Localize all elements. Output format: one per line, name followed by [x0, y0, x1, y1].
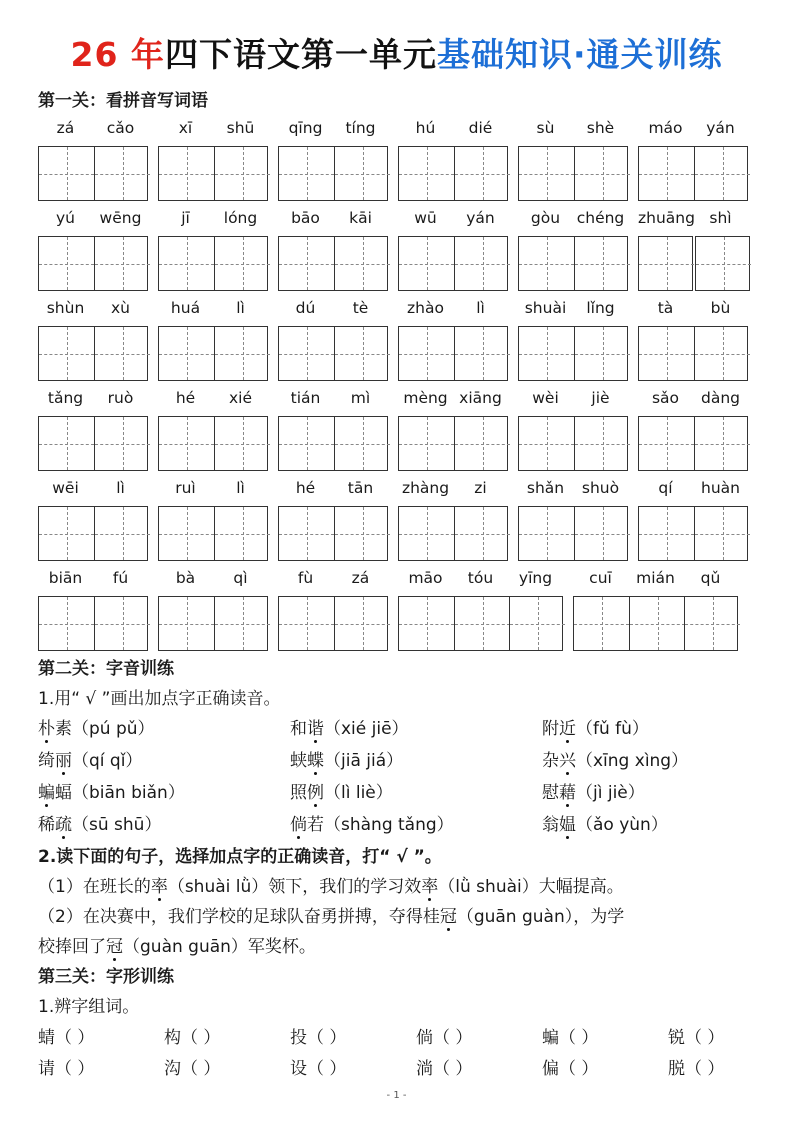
tian-cell	[279, 327, 334, 380]
tian-cell	[159, 507, 214, 560]
tian-cell	[334, 237, 390, 290]
pinyin-syllable: shì	[709, 209, 732, 227]
pinyin-syllable: wèi	[532, 389, 559, 407]
word-group-blank[interactable]: 构（ ）	[164, 1028, 221, 1048]
pinyin-syllable: xié	[228, 389, 252, 407]
pinyin-syllable: mèng	[403, 389, 448, 407]
dotted-char: 率	[150, 877, 168, 897]
pinyin-syllable: mì	[350, 389, 371, 407]
tian-cell	[454, 327, 510, 380]
tian-cell	[39, 417, 94, 470]
text: （sū shū）	[72, 815, 162, 835]
tian-cell	[279, 507, 334, 560]
tian-cell	[694, 327, 750, 380]
tian-cell	[334, 507, 390, 560]
writing-box[interactable]	[38, 146, 148, 201]
pinyin-syllable: ruì	[175, 479, 196, 497]
tian-cell	[334, 597, 390, 650]
q2-sentence-1	[38, 876, 624, 898]
q2-sentence-3	[38, 936, 316, 958]
pinyin-syllable: kāi	[349, 209, 372, 227]
pinyin-syllable: lì	[476, 299, 485, 317]
writing-box[interactable]	[695, 236, 750, 291]
pinyin-syllable: wēi	[52, 479, 79, 497]
pronunciation-item	[38, 814, 161, 836]
writing-box[interactable]	[398, 416, 508, 471]
tian-cell	[639, 417, 694, 470]
pinyin-syllable: qì	[233, 569, 248, 587]
word-group-blank[interactable]: 蝙（ ）	[542, 1028, 599, 1048]
tian-cell	[454, 147, 510, 200]
dotted-char: 率	[421, 877, 439, 897]
writing-box[interactable]	[38, 326, 148, 381]
text: （xié jiē）	[324, 719, 409, 739]
writing-box[interactable]	[158, 236, 268, 291]
tian-cell	[574, 147, 630, 200]
writing-box[interactable]	[638, 236, 693, 291]
pinyin-syllable: zhuāng	[638, 209, 695, 227]
pinyin-syllable: zá	[351, 569, 370, 587]
tian-cell	[399, 237, 454, 290]
pinyin-syllable: lì	[236, 299, 245, 317]
text: （jì jiè）	[576, 783, 645, 803]
writing-box[interactable]	[278, 416, 388, 471]
tian-cell	[39, 147, 94, 200]
pinyin-syllable: lì	[116, 479, 125, 497]
tian-cell	[94, 327, 150, 380]
dotted-char: 例	[307, 783, 324, 803]
pinyin-syllable: zi	[474, 479, 487, 497]
tian-cell	[519, 237, 574, 290]
pinyin-syllable: tíng	[345, 119, 376, 137]
pinyin-syllable: qí	[658, 479, 673, 497]
writing-box[interactable]	[518, 236, 628, 291]
pronunciation-item	[290, 782, 393, 804]
pronunciation-item	[290, 718, 409, 740]
pronunciation-item	[290, 750, 403, 772]
pinyin-syllable: dié	[468, 119, 493, 137]
grid-row	[0, 298, 793, 388]
writing-box[interactable]	[398, 236, 508, 291]
text: （guàn guān）军奖杯。	[123, 937, 316, 957]
pinyin-syllable: dú	[295, 299, 316, 317]
text: （shuài lǜ）领下，我们的学习效	[167, 877, 422, 897]
pinyin-syllable: wēng	[99, 209, 142, 227]
writing-box[interactable]	[638, 146, 748, 201]
pinyin-syllable: wū	[414, 209, 437, 227]
pinyin-syllable: yú	[56, 209, 75, 227]
title-topic: 基础知识·通关训练	[436, 35, 723, 74]
tian-cell	[39, 507, 94, 560]
title-year: 26 年	[70, 35, 165, 74]
pinyin-syllable: shè	[586, 119, 615, 137]
writing-box[interactable]	[158, 326, 268, 381]
pinyin-syllable: cǎo	[106, 119, 135, 137]
page-number: - 1 -	[386, 1090, 407, 1101]
pinyin-syllable: cuī	[589, 569, 612, 587]
text: （lǜ shuài）大幅提高。	[438, 877, 624, 897]
writing-box[interactable]	[38, 416, 148, 471]
section2-q1-prompt: 1.用“ √ ”画出加点字正确读音。	[38, 689, 281, 709]
dotted-char: 冠	[439, 907, 457, 927]
writing-box[interactable]	[158, 596, 268, 651]
dotted-char: 谐	[307, 719, 324, 739]
writing-box[interactable]	[398, 146, 508, 201]
section3-heading: 第三关：字形训练	[38, 967, 174, 987]
tian-cell	[159, 327, 214, 380]
word-group-blank[interactable]: 倘（ ）	[416, 1028, 473, 1048]
pinyin-syllable: xī	[178, 119, 193, 137]
tian-cell	[454, 417, 510, 470]
word-group-blank[interactable]: 偏（ ）	[542, 1059, 599, 1079]
pinyin-syllable: huá	[170, 299, 201, 317]
tian-cell	[639, 147, 694, 200]
tian-cell	[94, 507, 150, 560]
pinyin-syllable: bāo	[291, 209, 320, 227]
pinyin-syllable: tián	[290, 389, 321, 407]
grid-row	[0, 208, 793, 298]
pronunciation-item	[290, 814, 454, 836]
tian-cell	[94, 237, 150, 290]
text: （qí qǐ）	[72, 751, 143, 771]
text: （1）在班长的	[38, 877, 151, 897]
pinyin-syllable: bà	[175, 569, 196, 587]
writing-box[interactable]	[398, 596, 563, 651]
tian-cell	[399, 417, 454, 470]
pinyin-syllable: tóu	[467, 569, 494, 587]
text: （ǎo yùn）	[576, 815, 668, 835]
pinyin-syllable: huàn	[701, 479, 740, 497]
pinyin-syllable: yán	[466, 209, 495, 227]
dotted-char: 藉	[559, 783, 576, 803]
tian-cell	[684, 597, 740, 650]
tian-cell	[334, 417, 390, 470]
tian-cell	[629, 597, 685, 650]
tian-cell	[696, 237, 751, 290]
page-title	[0, 33, 793, 77]
section3-q1-prompt: 1.辨字组词。	[38, 997, 140, 1017]
tian-cell	[214, 507, 270, 560]
dotted-char: 近	[559, 719, 576, 739]
tian-cell	[519, 507, 574, 560]
dotted-char: 媪	[559, 815, 576, 835]
tian-cell	[454, 237, 510, 290]
dotted-char: 疏	[55, 815, 72, 835]
tian-cell	[574, 507, 630, 560]
pinyin-syllable: tǎng	[47, 389, 84, 407]
pinyin-syllable: lóng	[223, 209, 258, 227]
section2-q2-prompt: 2.读下面的句子，选择加点字的正确读音，打“ √ ”。	[38, 847, 442, 867]
pinyin-syllable: zá	[56, 119, 75, 137]
grid-row	[0, 118, 793, 208]
title-subject: 四下语文第一单元	[164, 35, 437, 74]
text: （lì liè）	[324, 783, 393, 803]
tian-cell	[159, 237, 214, 290]
word-group-blank[interactable]: 设（ ）	[290, 1059, 347, 1079]
dotted-char: 蝶	[307, 751, 324, 771]
dotted-char: 丽	[55, 751, 72, 771]
tian-cell	[39, 327, 94, 380]
text: 照	[290, 783, 307, 803]
text: 校捧回了	[38, 937, 106, 957]
pinyin-syllable: yán	[706, 119, 735, 137]
pinyin-syllable: tè	[352, 299, 369, 317]
pinyin-syllable: zhào	[407, 299, 444, 317]
pinyin-syllable: shū	[226, 119, 255, 137]
pinyin-syllable: tà	[657, 299, 674, 317]
pinyin-syllable: zhàng	[401, 479, 450, 497]
pinyin-syllable: dàng	[701, 389, 740, 407]
tian-cell	[399, 327, 454, 380]
pinyin-syllable: gòu	[530, 209, 561, 227]
text: 翁	[542, 815, 559, 835]
dotted-char: 倘	[290, 815, 307, 835]
tian-cell	[214, 417, 270, 470]
text: （shàng tǎng）	[324, 815, 454, 835]
word-group-blank[interactable]: 蜻（ ）	[38, 1028, 95, 1048]
writing-box[interactable]	[518, 326, 628, 381]
tian-cell	[519, 327, 574, 380]
pinyin-syllable: shuò	[581, 479, 620, 497]
pinyin-syllable: bù	[710, 299, 731, 317]
pinyin-syllable: lì	[236, 479, 245, 497]
writing-box[interactable]	[638, 506, 748, 561]
tian-cell	[639, 507, 694, 560]
q2-sentence-2	[38, 906, 624, 928]
tian-cell	[574, 417, 630, 470]
tian-cell	[214, 597, 270, 650]
pronunciation-item	[38, 782, 185, 804]
tian-cell	[279, 237, 334, 290]
writing-box[interactable]	[158, 506, 268, 561]
pinyin-syllable: jī	[181, 209, 190, 227]
tian-cell	[279, 597, 334, 650]
writing-box[interactable]	[278, 146, 388, 201]
tian-cell	[334, 147, 390, 200]
dotted-char: 冠	[106, 937, 123, 957]
writing-box[interactable]	[278, 596, 388, 651]
pronunciation-item	[542, 782, 645, 804]
text: 绮	[38, 751, 55, 771]
pinyin-syllable: sù	[536, 119, 555, 137]
tian-cell	[694, 147, 750, 200]
tian-cell	[399, 147, 454, 200]
pronunciation-item	[542, 814, 668, 836]
pronunciation-item	[38, 718, 155, 740]
writing-box[interactable]	[518, 146, 628, 201]
section2-heading: 第二关：字音训练	[38, 659, 174, 679]
pinyin-syllable: mián	[636, 569, 675, 587]
pinyin-syllable: māo	[408, 569, 443, 587]
word-group-blank[interactable]: 请（ ）	[38, 1059, 95, 1079]
pinyin-syllable: hé	[295, 479, 316, 497]
tian-cell	[519, 417, 574, 470]
grid-row	[0, 388, 793, 478]
tian-cell	[454, 507, 510, 560]
pronunciation-item	[38, 750, 142, 772]
tian-cell	[574, 237, 630, 290]
pinyin-syllable: shùn	[46, 299, 85, 317]
writing-box[interactable]	[38, 506, 148, 561]
pinyin-syllable: jiè	[591, 389, 610, 407]
dotted-char: 蝙	[38, 783, 55, 803]
writing-box[interactable]	[38, 236, 148, 291]
pinyin-syllable: fù	[297, 569, 314, 587]
grid-row	[0, 478, 793, 568]
text: （pú pǔ）	[72, 719, 155, 739]
tian-cell	[94, 597, 150, 650]
pinyin-syllable: tān	[347, 479, 374, 497]
word-group-blank[interactable]: 淌（ ）	[416, 1059, 473, 1079]
text: （guān guàn），为学	[456, 907, 625, 927]
writing-box[interactable]	[398, 506, 508, 561]
pinyin-syllable: qǔ	[700, 569, 721, 587]
text: 若	[307, 815, 324, 835]
dotted-char: 兴	[559, 751, 576, 771]
tian-cell	[454, 597, 510, 650]
tian-cell	[279, 147, 334, 200]
pinyin-syllable: shǎn	[526, 479, 565, 497]
tian-cell	[214, 147, 270, 200]
tian-cell	[519, 147, 574, 200]
text: 蝠	[55, 783, 72, 803]
pinyin-syllable: yīng	[518, 569, 553, 587]
writing-box[interactable]	[518, 506, 628, 561]
text: （jiā jiá）	[324, 751, 404, 771]
tian-cell	[214, 237, 270, 290]
text: 素	[55, 719, 72, 739]
text: 蛱	[290, 751, 307, 771]
tian-cell	[159, 147, 214, 200]
section1-heading: 第一关：看拼音写词语	[38, 91, 208, 111]
text: 附	[542, 719, 559, 739]
writing-box[interactable]	[278, 326, 388, 381]
pinyin-syllable: máo	[648, 119, 683, 137]
pinyin-syllable: xù	[111, 299, 130, 317]
writing-box[interactable]	[638, 416, 748, 471]
pronunciation-item	[542, 750, 688, 772]
tian-cell	[574, 597, 629, 650]
word-group-blank[interactable]: 锐（ ）	[668, 1028, 725, 1048]
pinyin-syllable: qīng	[288, 119, 323, 137]
writing-box[interactable]	[158, 146, 268, 201]
pinyin-syllable: shuài	[524, 299, 567, 317]
tian-cell	[159, 597, 214, 650]
text: 和	[290, 719, 307, 739]
writing-box[interactable]	[518, 416, 628, 471]
pinyin-syllable: biān	[48, 569, 83, 587]
word-group-blank[interactable]: 投（ ）	[290, 1028, 347, 1048]
tian-cell	[574, 327, 630, 380]
tian-cell	[639, 237, 694, 290]
pinyin-syllable: hé	[175, 389, 196, 407]
writing-box[interactable]	[278, 236, 388, 291]
tian-cell	[39, 597, 94, 650]
word-group-blank[interactable]: 脱（ ）	[668, 1059, 725, 1079]
pinyin-syllable: lǐng	[586, 299, 615, 317]
text: （fǔ fù）	[576, 719, 649, 739]
writing-box[interactable]	[278, 506, 388, 561]
pronunciation-item	[542, 718, 649, 740]
tian-cell	[94, 417, 150, 470]
tian-cell	[39, 237, 94, 290]
writing-box[interactable]	[38, 596, 148, 651]
text: （2）在决赛中，我们学校的足球队奋勇拼搏，夺得桂	[38, 907, 440, 927]
writing-box[interactable]	[398, 326, 508, 381]
text: （biān biǎn）	[72, 783, 185, 803]
writing-box[interactable]	[573, 596, 738, 651]
tian-cell	[399, 507, 454, 560]
text: （xīng xìng）	[576, 751, 689, 771]
word-group-blank[interactable]: 沟（ ）	[164, 1059, 221, 1079]
tian-cell	[694, 417, 750, 470]
text: 慰	[542, 783, 559, 803]
pinyin-syllable: sǎo	[651, 389, 680, 407]
dotted-char: 朴	[38, 719, 55, 739]
text: 稀	[38, 815, 55, 835]
tian-cell	[509, 597, 565, 650]
pinyin-syllable: hú	[415, 119, 436, 137]
pinyin-syllable: xiāng	[459, 389, 502, 407]
tian-cell	[279, 417, 334, 470]
writing-box[interactable]	[158, 416, 268, 471]
writing-box[interactable]	[638, 326, 748, 381]
pinyin-syllable: fú	[112, 569, 129, 587]
tian-cell	[694, 507, 750, 560]
tian-cell	[159, 417, 214, 470]
grid-row	[0, 568, 793, 658]
tian-cell	[639, 327, 694, 380]
tian-cell	[399, 597, 454, 650]
pinyin-syllable: chéng	[576, 209, 625, 227]
tian-cell	[94, 147, 150, 200]
tian-cell	[214, 327, 270, 380]
tian-cell	[334, 327, 390, 380]
pinyin-syllable: ruò	[107, 389, 134, 407]
text: 杂	[542, 751, 559, 771]
